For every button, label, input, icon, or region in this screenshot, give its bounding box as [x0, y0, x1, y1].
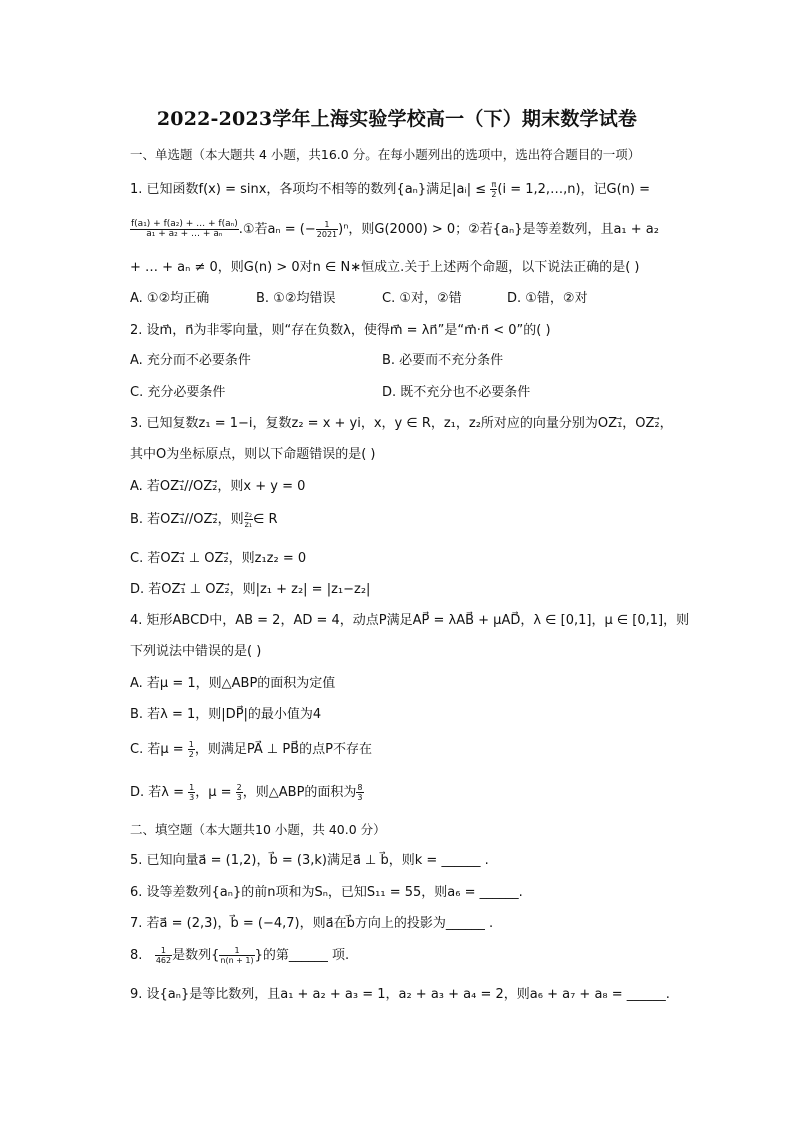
pi-over-2-fraction: $\frac{\pi}{2}$	[491, 180, 497, 199]
q3-option-c[interactable]: C. 若OZ₁⃗ ⊥ OZ₂⃗，则z₁z₂ = 0	[130, 551, 307, 566]
one-over-462-fraction: $\frac{1}{462}$	[155, 946, 172, 965]
one-over-n-n-plus-1-fraction: $\frac{1}{n(n + 1)}$	[220, 946, 254, 965]
question-5: 5. 已知向量a⃗ = (1,2)，b⃗ = (3,k)满足a⃗ ⊥ b⃗，则k = ______ .	[130, 853, 489, 868]
q4-option-c[interactable]	[130, 740, 372, 759]
question-6: 6. 设等差数列{aₙ}的前n项和为Sₙ，已知S₁₁ = 55，则a₆ = ______.	[130, 885, 523, 900]
one-third-fraction: $\frac{1}{3}$	[189, 783, 195, 802]
q4-option-b[interactable]: B. 若λ = 1，则|DP⃗|的最小值为4	[130, 707, 322, 722]
g-n-fraction: $\frac{\text{f(a₁) + f(a₂) + … + f(aₙ)}}{\text{a₁ + a₂ + … + aₙ}}$	[131, 219, 238, 239]
question-1-line-3: + … + aₙ ≠ 0，则G(n) > 0对n ∈ N∗恒成立.关于上述两个命题，以下说法正确的是( )	[130, 260, 640, 275]
q1-option-c[interactable]: C. ①对，②错	[382, 291, 462, 306]
q4-option-d-mid2: ，则△ABP的面积为	[242, 785, 357, 800]
q4-option-c-text: C. 若μ =	[130, 742, 188, 757]
q4-option-c-tail: ，则满足PA⃗ ⊥ PB⃗的点P不存在	[194, 742, 372, 757]
one-over-2021-fraction: $\frac{1}{2021}$	[316, 220, 338, 239]
question-4-line-1: 4. 矩形ABCD中，AB = 2，AD = 4，动点P满足AP⃗ = λAB⃗ + μAD⃗，λ ∈ [0,1]，μ ∈ [0,1]，则	[130, 613, 690, 628]
q4-option-a[interactable]: A. 若μ = 1，则△ABP的面积为定值	[130, 676, 336, 691]
q1-text-1: 1. 已知函数f(x) = sinx，各项均不相等的数列{aₙ}满足|aᵢ| ≤	[130, 182, 491, 197]
q3-option-b-text: B. 若OZ₁⃗//OZ₂⃗，则	[130, 512, 244, 527]
q1-text-1-tail: (i = 1,2,…,n)，记G(n) =	[497, 182, 650, 197]
q8-text-mid: 是数列{	[172, 948, 220, 963]
question-8	[130, 946, 349, 965]
q1-option-d[interactable]: D. ①错，②对	[507, 291, 588, 306]
q8-text-tail: }的第______ 项.	[254, 948, 350, 963]
eight-thirds-fraction: $\frac{8}{3}$	[357, 783, 363, 802]
question-3-line-1: 3. 已知复数z₁ = 1−i，复数z₂ = x + yi，x，y ∈ R，z₁，z₂所对应的向量分别为OZ₁⃗，OZ₂⃗，	[130, 416, 673, 431]
section-heading-fill-blank: 二、填空题（本大题共10 小题，共 40.0 分）	[130, 822, 386, 837]
q3-option-a[interactable]: A. 若OZ₁⃗//OZ₂⃗，则x + y = 0	[130, 479, 306, 494]
question-1-line-1	[130, 180, 650, 199]
question-7: 7. 若a⃗ = (2,3)，b⃗ = (−4,7)，则a⃗在b⃗方向上的投影为______ .	[130, 916, 494, 931]
q4-option-d-mid: ，μ =	[195, 785, 236, 800]
q3-option-b-tail: ∈ R	[253, 512, 278, 527]
z2-over-z1-fraction: $\frac{\text{z₂}}{\text{z₁}}$	[244, 510, 253, 529]
q1-option-b[interactable]: B. ①②均错误	[256, 291, 336, 306]
two-thirds-fraction: $\frac{2}{3}$	[236, 783, 242, 802]
q3-option-b[interactable]	[130, 510, 278, 529]
q2-option-a[interactable]: A. 充分而不必要条件	[130, 353, 251, 368]
q2-option-b[interactable]: B. 必要而不充分条件	[382, 353, 504, 368]
question-3-line-2: 其中O为坐标原点，则以下命题错误的是( )	[130, 447, 376, 462]
q4-option-d-text: D. 若λ =	[130, 785, 189, 800]
q1-text-2-mid: .①若aₙ = (−	[238, 222, 316, 237]
q1-option-a[interactable]: A. ①②均正确	[130, 291, 210, 306]
q3-option-d[interactable]: D. 若OZ₁⃗ ⊥ OZ₂⃗，则|z₁ + z₂| = |z₁−z₂|	[130, 582, 371, 597]
question-9: 9. 设{aₙ}是等比数列，且a₁ + a₂ + a₃ = 1，a₂ + a₃ + a₄ = 2，则a₆ + a₇ + a₈ = ______.	[130, 987, 670, 1002]
q1-text-2-tail: )ⁿ，则G(2000) > 0；②若{aₙ}是等差数列，且a₁ + a₂	[338, 222, 659, 237]
q2-option-d[interactable]: D. 既不充分也不必要条件	[382, 385, 531, 400]
page-title: 2022-2023学年上海实验学校高一（下）期末数学试卷	[156, 108, 638, 130]
question-2-stem: 2. 设m⃗，n⃗为非零向量，则“存在负数λ，使得m⃗ = λn⃗”是“m⃗·n⃗ < 0”的( )	[130, 323, 551, 338]
q2-option-c[interactable]: C. 充分必要条件	[130, 385, 226, 400]
one-half-fraction: $\frac{1}{2}$	[188, 740, 194, 759]
q4-option-d[interactable]	[130, 783, 364, 802]
section-heading-single-choice: 一、单选题（本大题共 4 小题，共16.0 分。在每小题列出的选项中，选出符合题目的一项）	[130, 147, 641, 162]
q8-number: 8.	[130, 948, 143, 963]
question-4-line-2: 下列说法中错误的是( )	[130, 644, 262, 659]
question-1-line-2	[130, 220, 659, 239]
